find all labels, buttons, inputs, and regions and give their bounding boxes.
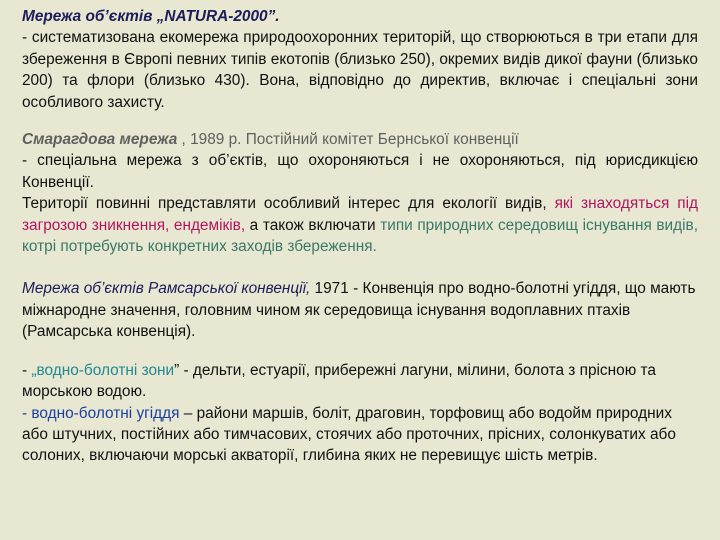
ramsar-title: Мережа об’єктів Рамсарської конвенції, bbox=[22, 280, 311, 298]
wetland-lands-term: - водно-болотні угіддя bbox=[22, 404, 180, 422]
natura-title: Мережа об’єктів „NATURA-2000”. bbox=[22, 8, 280, 25]
ramsar-description: 1971 - Конвенція про водно-болотні угіддя, що мають міжнародне значення, головним чином як середовища існування водоплавних птахів (Рамсарська конвенція). bbox=[22, 280, 696, 341]
emerald-meta: , 1989 р. Постійний комітет Бернської конвенції bbox=[177, 131, 519, 149]
wetland-zones-text: ” - дельти, естуарії, прибережні лагуни, мілини, болота з прісною та морською водою. bbox=[22, 361, 656, 401]
emerald-habitats: типи природних середовищ існування видів, котрі потребують конкретних заходів збереження. bbox=[22, 216, 698, 256]
emerald-heading bbox=[22, 129, 698, 150]
ramsar-paragraph bbox=[22, 278, 698, 342]
emerald-section bbox=[22, 129, 698, 257]
wetland-zones bbox=[22, 360, 698, 403]
wetland-lands-text: – райони маршів, боліт, драговин, торфовищ або водойм природних або штучних, постійних або тимчасових, стоячих або проточних, прісних, солонкуватих або солоних, включаючи морські акваторії, глибина яких не перевищує шість метрів. bbox=[22, 404, 676, 465]
emerald-req-middle: а також включати bbox=[245, 216, 381, 234]
emerald-endangered: які знаходяться під загрозою зникнення, ендеміків, bbox=[22, 195, 698, 234]
wetlands-section bbox=[22, 360, 698, 467]
wetland-zones-term: „водно-болотні зони bbox=[31, 361, 175, 379]
wetland-lands bbox=[22, 403, 698, 467]
emerald-requirements bbox=[22, 193, 698, 257]
emerald-req-start: Території повинні представляти особливий інтерес для екології видів, bbox=[22, 195, 555, 213]
emerald-description: - спеціальна мережа з об’єктів, що охороняються і не охороняються, під юрисдикцією Конвенції. bbox=[22, 152, 698, 191]
natura-description: - систематизована екомережа природоохоронних територій, що створюються в три етапи для збереження в Європі певних типів екотопів (близько 250), окремих видів дикої фауни (близько 200) та флори (близько 430). Вона, відповідно до директив, включає і спеціальні зони особливого захисту. bbox=[22, 29, 698, 111]
ramsar-section bbox=[22, 278, 698, 342]
wetland-zones-prefix: - bbox=[22, 361, 32, 379]
natura-section bbox=[22, 6, 698, 113]
emerald-title: Смарагдова мережа bbox=[22, 131, 178, 149]
